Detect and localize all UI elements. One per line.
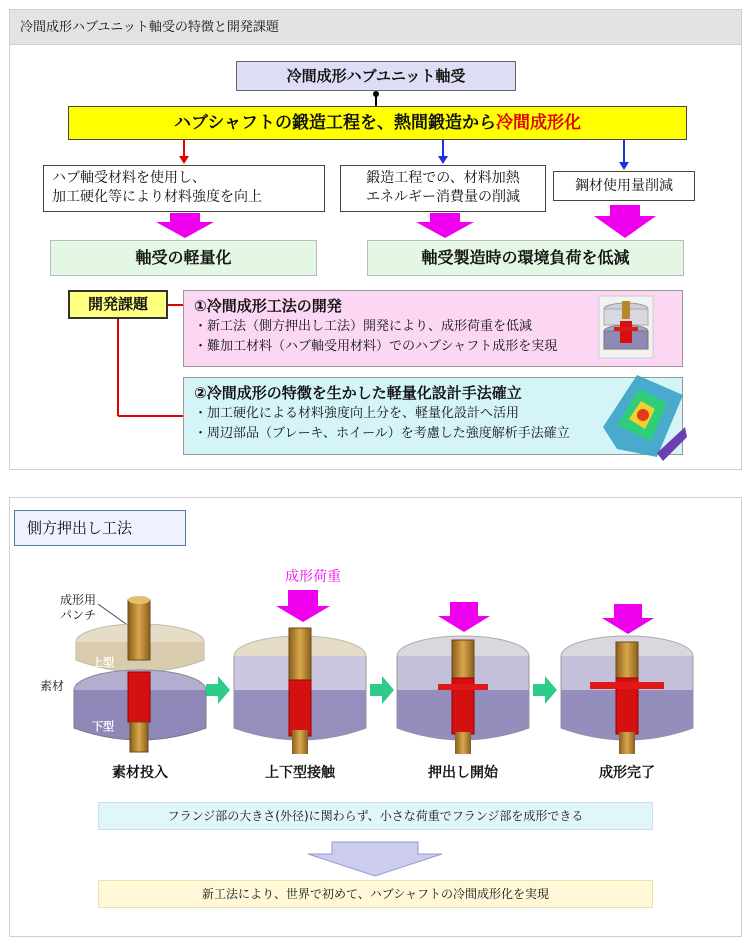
forging-die-thumbnail [598, 295, 654, 359]
dev2-bullet-1: ・加工硬化による材料強度向上分を、軽量化設計へ活用 [194, 406, 520, 421]
punch-label-line1: 成形用 [59, 593, 96, 607]
process-illustration [0, 560, 750, 760]
main-theme-text: ハブシャフトの鍛造工程を、熱間鍛造から [174, 113, 496, 133]
branch-left-line1: ハブ軸受材料を使用し、 [52, 170, 206, 186]
branch-mid-line1: 鍛造工程での、材料加熱 [366, 170, 520, 186]
branch-right-text: 鋼材使用量削減 [575, 178, 673, 194]
dev1-heading: ①冷間成形工法の開発 [194, 297, 342, 315]
hub-unit-title-box: 冷間成形ハブユニット軸受 [236, 61, 516, 91]
branch-left-box [43, 165, 325, 212]
magenta-arrow-right [594, 205, 656, 238]
material-label: 素材 [40, 679, 65, 693]
branch-right-box [553, 171, 695, 201]
green-arrow-3 [533, 676, 557, 704]
upper-die-label: 上型 [92, 656, 114, 669]
step2-figure [234, 590, 366, 754]
issues-label: 開発課題 [68, 290, 168, 319]
panel-title: 冷間成形ハブユニット軸受の特徴と開発課題 [20, 20, 279, 35]
step-label-2: 上下型接触 [265, 765, 335, 781]
main-theme-box [68, 106, 687, 140]
dev2-heading: ②冷間成形の特徴を生かした軽量化設計手法確立 [194, 384, 522, 402]
step-label-4: 成形完了 [599, 765, 655, 781]
magenta-arrow-mid [416, 213, 474, 238]
step4-figure [561, 604, 693, 754]
stress-analysis-thumbnail [597, 367, 689, 465]
punch-label-line2: パンチ [59, 608, 96, 622]
dev1-bullet-2: ・難加工材料（ハブ軸受用材料）でのハブシャフト成形を実現 [194, 339, 558, 354]
step-label-3: 押出し開始 [428, 765, 498, 781]
lower-die-label: 下型 [92, 720, 114, 733]
step3-figure [397, 602, 529, 754]
green-arrow-1 [206, 676, 230, 704]
dev1-bullet-1: ・新工法（側方押出し工法）開発により、成形荷重を低減 [194, 319, 533, 334]
green-arrow-2 [370, 676, 394, 704]
branch-mid-box [340, 165, 546, 212]
step-label-1: 素材投入 [112, 765, 168, 781]
dev2-bullet-2: ・周辺部品（ブレーキ、ホイール）を考慮した強度解析手法確立 [194, 426, 570, 441]
branch-left-line2: 加工硬化等により材料強度を向上 [52, 189, 262, 205]
magenta-arrow-left [156, 213, 214, 238]
load-label: 成形荷重 [285, 569, 341, 585]
conclusion-note: 新工法により、世界で初めて、ハブシャフトの冷間成形化を実現 [98, 880, 653, 908]
process-section-title: 側方押出し工法 [14, 510, 186, 546]
process-note: フランジ部の大きさ(外径)に関わらず、小さな荷重でフランジ部を成形できる [98, 802, 653, 830]
result-left-box: 軸受の軽量化 [50, 240, 317, 276]
main-theme-highlight: 冷間成形化 [495, 113, 581, 133]
down-arrow [302, 840, 448, 878]
branch-mid-line2: エネルギー消費量の削減 [366, 189, 520, 205]
result-right-box: 軸受製造時の環境負荷を低減 [367, 240, 684, 276]
